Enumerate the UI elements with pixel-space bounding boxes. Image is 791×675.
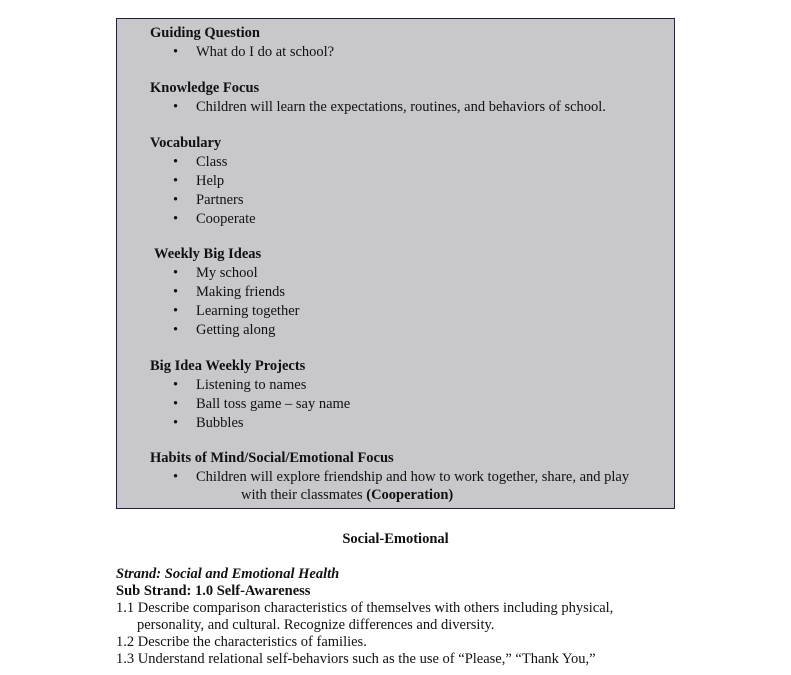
list-item: • Bubbles bbox=[173, 415, 244, 431]
list-item: • Class bbox=[173, 154, 228, 170]
strand-heading: Strand: Social and Emotional Health bbox=[116, 566, 340, 582]
habits-heading: Habits of Mind/Social/Emotional Focus bbox=[150, 450, 394, 466]
standard-line: 1.1 Describe comparison characteristics of themselves with others including physical, bbox=[116, 600, 614, 616]
cooperation-label: (Cooperation) bbox=[366, 487, 454, 503]
habits-section bbox=[150, 449, 666, 504]
vocabulary-heading: Vocabulary bbox=[150, 135, 222, 151]
big-idea-projects-heading: Big Idea Weekly Projects bbox=[150, 358, 306, 374]
substrand-heading: Sub Strand: 1.0 Self-Awareness bbox=[116, 583, 311, 599]
section-title: Social-Emotional bbox=[342, 531, 449, 547]
list-item: • My school bbox=[173, 265, 258, 281]
bullet-icon: • bbox=[173, 99, 179, 115]
standard-line: 1.3 Understand relational self-behaviors such as the use of “Please,” “Thank You,” bbox=[116, 651, 596, 667]
list-item: • Ball toss game – say name bbox=[173, 396, 351, 412]
bullet-icon: • bbox=[173, 303, 179, 319]
standard-line: personality, and cultural. Recognize differences and diversity. bbox=[137, 617, 495, 633]
guiding-question-heading: Guiding Question bbox=[150, 25, 260, 41]
guiding-question-section bbox=[150, 24, 334, 62]
list-item: • Getting along bbox=[173, 322, 276, 338]
bullet-icon: • bbox=[173, 469, 179, 485]
bullet-icon: • bbox=[173, 396, 179, 412]
bullet-icon: • bbox=[173, 211, 179, 227]
bullet-icon: • bbox=[173, 192, 179, 208]
list-item: • Cooperate bbox=[173, 211, 256, 227]
list-item: • Partners bbox=[173, 192, 244, 208]
bullet-icon: • bbox=[173, 173, 179, 189]
weekly-big-ideas-heading: Weekly Big Ideas bbox=[154, 246, 262, 262]
knowledge-focus-heading: Knowledge Focus bbox=[150, 80, 260, 96]
bullet-icon: • bbox=[173, 322, 179, 338]
list-item: • What do I do at school? bbox=[173, 44, 335, 60]
knowledge-focus-section bbox=[150, 79, 606, 117]
list-item: • Children will explore friendship and how to work together, share, and play with their classmates (Cooperation) bbox=[173, 469, 630, 503]
bullet-icon: • bbox=[173, 284, 179, 300]
list-item: • Listening to names bbox=[173, 377, 307, 393]
bullet-icon: • bbox=[173, 415, 179, 431]
bullet-icon: • bbox=[173, 44, 179, 60]
standards-section bbox=[116, 566, 716, 668]
list-item: • Learning together bbox=[173, 303, 300, 319]
standard-line: 1.2 Describe the characteristics of families. bbox=[116, 634, 367, 650]
unit-overview-box bbox=[116, 18, 675, 509]
list-item: • Help bbox=[173, 173, 225, 189]
weekly-big-ideas-section bbox=[154, 245, 299, 340]
bullet-icon: • bbox=[173, 377, 179, 393]
list-item: • Making friends bbox=[173, 284, 285, 300]
vocabulary-section bbox=[150, 134, 256, 229]
list-item: • Children will learn the expectations, routines, and behaviors of school. bbox=[173, 99, 606, 115]
bullet-icon: • bbox=[173, 265, 179, 281]
big-idea-projects-section bbox=[150, 357, 350, 433]
bullet-icon: • bbox=[173, 154, 179, 170]
